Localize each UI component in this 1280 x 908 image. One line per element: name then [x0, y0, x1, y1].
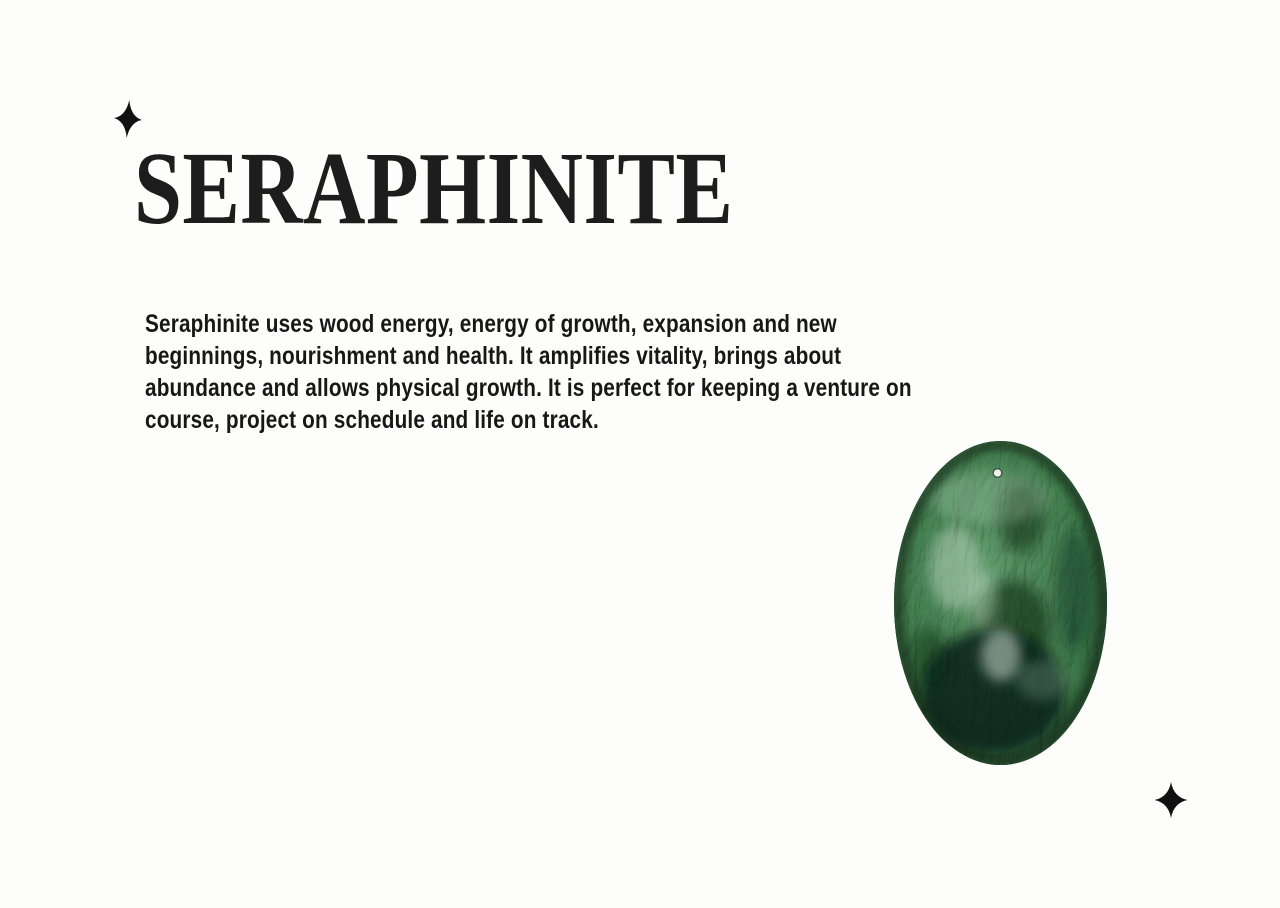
description-line: beginnings, nourishment and health. It amplifies vitality, brings about	[145, 342, 842, 370]
pendant-hole	[993, 469, 1002, 478]
description-line: abundance and allows physical growth. It is perfect for keeping a venture on	[145, 374, 912, 402]
description-paragraph	[145, 308, 912, 436]
description-line: course, project on schedule and life on track.	[145, 406, 599, 434]
description-line: Seraphinite uses wood energy, energy of growth, expansion and new	[145, 310, 837, 338]
page-title: SERAPHINITE	[134, 131, 734, 246]
sparkle-icon	[1153, 781, 1189, 819]
seraphinite-stone-image	[893, 440, 1108, 766]
